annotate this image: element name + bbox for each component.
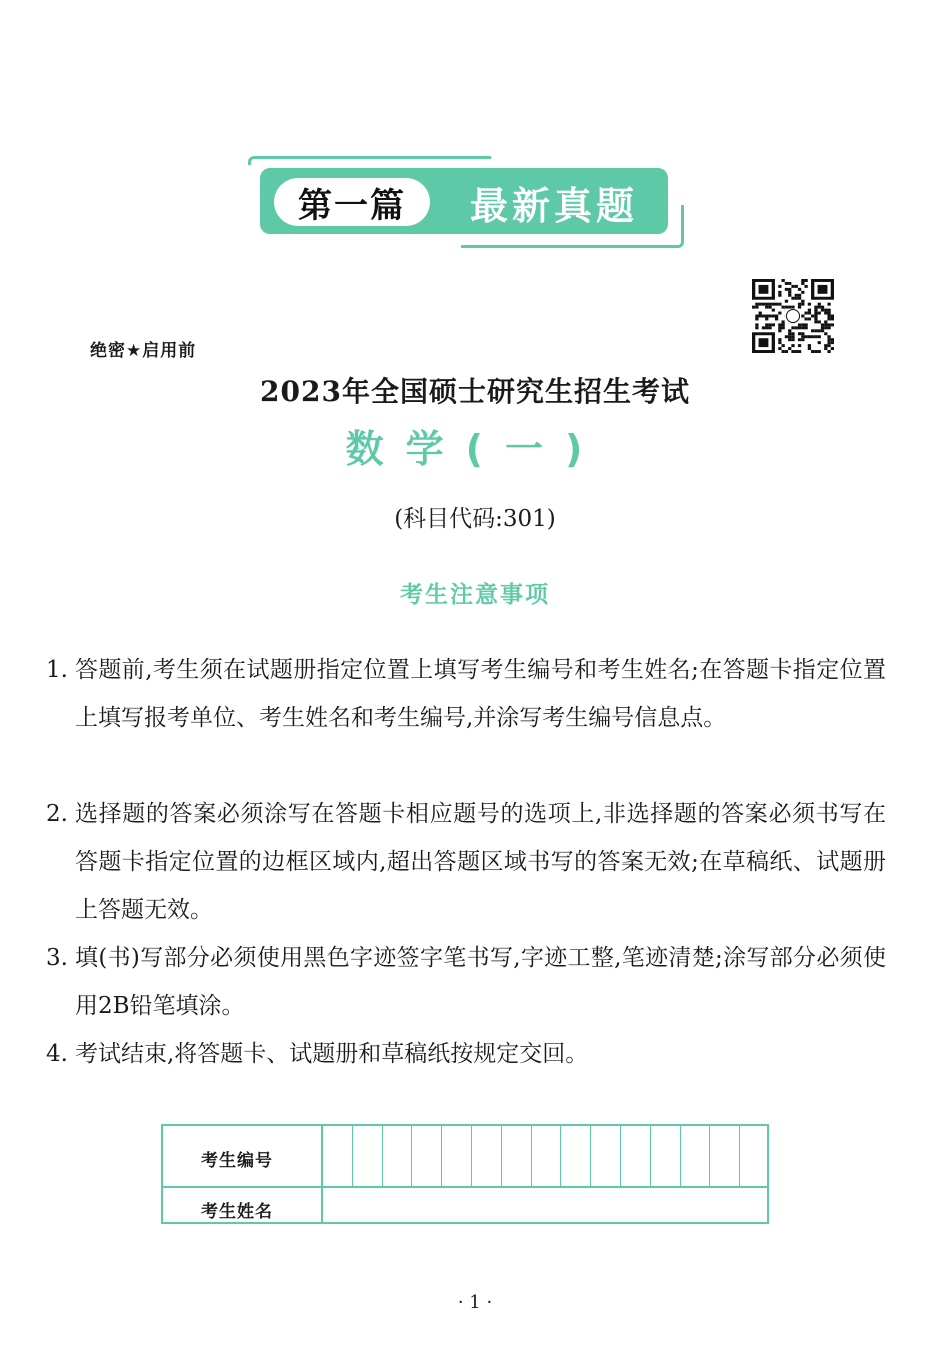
candidate-id-box[interactable]: [412, 1126, 442, 1186]
qr-code-icon[interactable]: [752, 279, 834, 353]
candidate-id-box[interactable]: [621, 1126, 651, 1186]
part-label: 第一篇: [274, 178, 430, 226]
candidate-name-label: 考生姓名: [201, 1202, 273, 1222]
exam-title: 2023年全国硕士研究生招生考试: [260, 375, 690, 408]
candidate-id-box[interactable]: [442, 1126, 472, 1186]
candidate-id-box[interactable]: [710, 1126, 740, 1186]
notice-item-number: 3.: [46, 945, 68, 971]
notice-item-text: 考试结束,将答题卡、试题册和草稿纸按规定交回。: [75, 1041, 589, 1067]
section-title: 最新真题: [470, 183, 639, 228]
candidate-id-box[interactable]: [651, 1126, 681, 1186]
notice-heading: 考生注意事项: [400, 582, 550, 608]
page-number: · 1 ·: [457, 1292, 493, 1313]
candidate-id-box[interactable]: [561, 1126, 591, 1186]
candidate-id-box[interactable]: [502, 1126, 532, 1186]
candidate-id-box[interactable]: [323, 1126, 353, 1186]
candidate-name-field[interactable]: [323, 1188, 767, 1222]
candidate-id-box[interactable]: [353, 1126, 383, 1186]
subject-title: 数学(一): [345, 427, 605, 471]
candidate-id-label: 考生编号: [201, 1151, 273, 1171]
candidate-id-box[interactable]: [472, 1126, 502, 1186]
notice-item-number: 1.: [46, 657, 68, 683]
candidate-id-box[interactable]: [681, 1126, 711, 1186]
notice-item: [46, 646, 886, 742]
notice-item-text: 选择题的答案必须涂写在答题卡相应题号的选项上,非选择题的答案必须书写在答题卡指定位置的边框区域内,超出答题区域书写的答案无效;在草稿纸、试题册上答题无效。: [75, 801, 886, 923]
candidate-id-box[interactable]: [740, 1126, 770, 1186]
notice-item-text: 答题前,考生须在试题册指定位置上填写考生编号和考生姓名;在答题卡指定位置上填写报考单位、考生姓名和考生编号,并涂写考生编号信息点。: [75, 657, 886, 731]
candidate-id-box[interactable]: [383, 1126, 413, 1186]
notice-item-number: 4.: [46, 1041, 68, 1067]
notice-item-text: 填(书)写部分必须使用黑色字迹签字笔书写,字迹工整,笔迹清楚;涂写部分必须使用2B铅笔填涂。: [75, 945, 886, 1019]
candidate-id-box[interactable]: [532, 1126, 562, 1186]
banner-frame-top: [248, 156, 491, 165]
candidate-id-box[interactable]: [591, 1126, 621, 1186]
notice-item-number: 2.: [46, 801, 68, 827]
notice-item: [46, 1030, 886, 1078]
candidate-info-form: [161, 1124, 769, 1224]
subject-code: (科目代码:301): [394, 506, 556, 532]
confidential-label: 绝密★启用前: [90, 341, 197, 361]
notice-item: [46, 790, 886, 934]
notice-item: [46, 934, 886, 1030]
section-banner: [248, 156, 684, 248]
